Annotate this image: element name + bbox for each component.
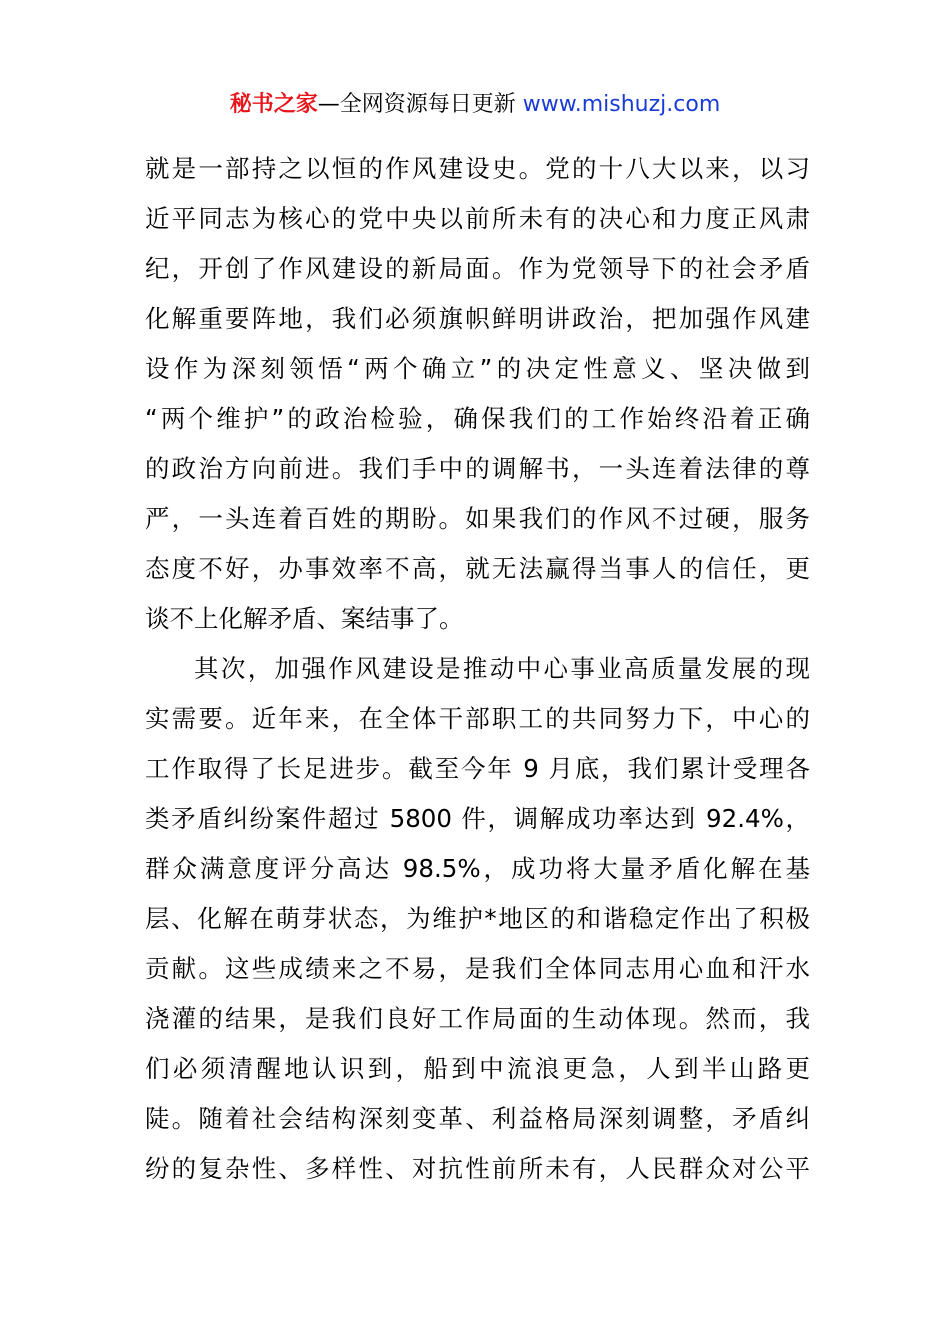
text-line: 工作取得了长足进步。截至今年 9 月底，我们累计受理各 <box>145 754 810 783</box>
document-body <box>145 144 810 1194</box>
text-line: 实需要。近年来，在全体干部职工的共同努力下，中心的 <box>145 704 810 733</box>
text-line: 设作为深刻领悟“两个确立”的决定性意义、坚决做到 <box>145 354 810 383</box>
text-line: 群众满意度评分高达 98.5%，成功将大量矛盾化解在基 <box>145 854 810 883</box>
text-line: 层、化解在萌芽状态，为维护*地区的和谐稳定作出了积极 <box>145 904 810 933</box>
text-line: 浇灌的结果，是我们良好工作局面的生动体现。然而，我 <box>145 1004 810 1033</box>
text-line: 近平同志为核心的党中央以前所未有的决心和力度正风肃 <box>145 204 810 233</box>
text-line: 类矛盾纠纷案件超过 5800 件，调解成功率达到 92.4%， <box>145 804 810 833</box>
header-slogan: —全网资源每日更新 <box>317 92 523 117</box>
text-line: 的政治方向前进。我们手中的调解书，一头连着法律的尊 <box>145 454 810 483</box>
text-line: 严，一头连着百姓的期盼。如果我们的作风不过硬，服务 <box>145 504 810 533</box>
text-line: 态度不好，办事效率不高，就无法赢得当事人的信任，更 <box>145 554 810 583</box>
brand-name: 秘书之家 <box>229 92 318 117</box>
site-url[interactable]: www.mishuzj.com <box>522 92 721 117</box>
text-line: 化解重要阵地，我们必须旗帜鲜明讲政治，把加强作风建 <box>145 304 810 333</box>
text-line: 纷的复杂性、多样性、对抗性前所未有，人民群众对公平 <box>145 1154 810 1183</box>
text-line: 纪，开创了作风建设的新局面。作为党领导下的社会矛盾 <box>145 254 810 283</box>
paragraph-start-line: 其次，加强作风建设是推动中心事业高质量发展的现 <box>194 654 810 683</box>
text-line: 就是一部持之以恒的作风建设史。党的十八大以来，以习 <box>145 154 810 183</box>
text-line: 贡献。这些成绩来之不易，是我们全体同志用心血和汗水 <box>145 954 810 983</box>
text-line: “两个维护”的政治检验，确保我们的工作始终沿着正确 <box>145 404 810 433</box>
page-header <box>0 88 950 122</box>
text-line: 们必须清醒地认识到，船到中流浪更急，人到半山路更 <box>145 1054 810 1083</box>
paragraph-end-line: 谈不上化解矛盾、案结事了。 <box>145 604 464 633</box>
text-line: 陡。随着社会结构深刻变革、利益格局深刻调整，矛盾纠 <box>145 1104 810 1133</box>
